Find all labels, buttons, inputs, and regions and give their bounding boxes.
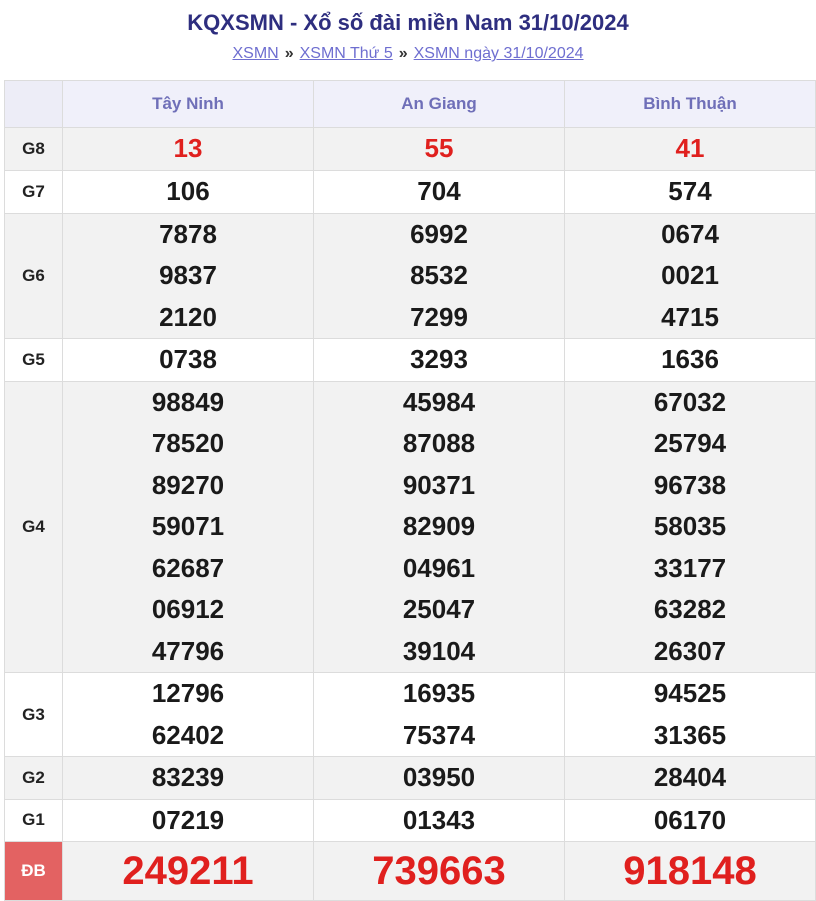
prize-number: 07219 — [151, 804, 225, 835]
prize-row-db — [5, 842, 816, 901]
prize-number: 26307 — [653, 635, 727, 666]
prize-number: 7878 — [159, 218, 217, 249]
province-header-binh-thuan: Bình Thuận — [565, 81, 816, 128]
prize-number: 01343 — [402, 804, 476, 835]
prize-cell-g2-province-1 — [314, 757, 565, 800]
prize-cell-db-province-0 — [63, 842, 314, 901]
prize-number: 0021 — [661, 260, 719, 290]
breadcrumb-link-xsmn-date[interactable]: XSMN ngày 31/10/2024 — [413, 45, 584, 62]
prize-cell-g8-province-2 — [565, 128, 816, 171]
prize-cell-g1-province-0 — [63, 799, 314, 842]
prize-number: 13 — [173, 133, 203, 164]
prize-number: 82909 — [402, 511, 476, 541]
prize-row-g4 — [5, 381, 816, 673]
prize-number: 62687 — [151, 552, 225, 583]
prize-label-g4: G4 — [5, 381, 63, 673]
breadcrumb-link-xsmn[interactable]: XSMN — [232, 45, 279, 62]
prize-number: 4715 — [661, 301, 719, 332]
prize-number: 03950 — [402, 762, 476, 792]
prize-cell-g7-province-0 — [63, 171, 314, 214]
prize-cell-g3-province-0 — [63, 673, 314, 757]
prize-number: 98849 — [151, 386, 225, 417]
prize-cell-g6-province-1 — [314, 213, 565, 339]
prize-cell-g2-province-0 — [63, 757, 314, 800]
prize-number: 58035 — [653, 511, 727, 541]
prize-number: 7299 — [410, 301, 468, 332]
breadcrumb-separator: » — [398, 45, 408, 62]
province-header-tay-ninh: Tây Ninh — [63, 81, 314, 128]
prize-label-g2: G2 — [5, 757, 63, 800]
prize-label-g5: G5 — [5, 339, 63, 382]
header-corner — [5, 81, 63, 128]
prize-row-g3 — [5, 673, 816, 757]
prize-number: 87088 — [402, 428, 476, 458]
prize-row-g1 — [5, 799, 816, 842]
prize-number: 31365 — [653, 719, 727, 750]
special-prize-number: 249211 — [122, 849, 254, 893]
prize-cell-g5-province-0 — [63, 339, 314, 382]
prize-label-g8: G8 — [5, 128, 63, 171]
prize-cell-g8-province-0 — [63, 128, 314, 171]
prize-number: 2120 — [159, 301, 217, 332]
prize-number: 3293 — [410, 344, 468, 374]
prize-row-g6 — [5, 213, 816, 339]
prize-label-g3: G3 — [5, 673, 63, 757]
prize-number: 574 — [668, 176, 712, 206]
prize-cell-g8-province-1 — [314, 128, 565, 171]
prize-number: 33177 — [653, 552, 727, 583]
prize-cell-g4-province-0 — [63, 381, 314, 673]
prize-number: 06170 — [653, 804, 727, 835]
page-header — [0, 0, 816, 80]
prize-number: 45984 — [402, 386, 476, 417]
prize-label-g1: G1 — [5, 799, 63, 842]
breadcrumb — [0, 43, 816, 65]
prize-number: 75374 — [402, 719, 476, 750]
prize-number: 78520 — [151, 428, 225, 458]
prize-number: 04961 — [402, 552, 476, 583]
prize-number: 83239 — [151, 762, 225, 792]
prize-number: 90371 — [402, 469, 476, 500]
prize-number: 16935 — [402, 678, 476, 708]
page-title: KQXSMN - Xổ số đài miền Nam 31/10/2024 — [187, 10, 629, 35]
prize-number: 25047 — [402, 594, 476, 624]
prize-number: 28404 — [653, 762, 727, 792]
prize-cell-g5-province-2 — [565, 339, 816, 382]
prize-number: 47796 — [151, 635, 225, 666]
prize-number: 39104 — [402, 635, 476, 666]
prize-number: 55 — [424, 133, 454, 164]
prize-number: 41 — [675, 133, 705, 164]
prize-row-g7 — [5, 171, 816, 214]
prize-label-db: ĐB — [5, 842, 63, 901]
prize-cell-g1-province-2 — [565, 799, 816, 842]
prize-number: 89270 — [151, 469, 225, 500]
results-table — [4, 80, 816, 901]
prize-number: 0738 — [159, 344, 217, 374]
prize-number: 94525 — [653, 678, 727, 708]
prize-cell-db-province-2 — [565, 842, 816, 901]
prize-cell-g5-province-1 — [314, 339, 565, 382]
special-prize-number: 918148 — [623, 849, 757, 893]
prize-number: 8532 — [410, 260, 468, 290]
prize-row-g5 — [5, 339, 816, 382]
prize-row-g2 — [5, 757, 816, 800]
prize-cell-g6-province-0 — [63, 213, 314, 339]
prize-cell-g6-province-2 — [565, 213, 816, 339]
breadcrumb-link-xsmn-thu5[interactable]: XSMN Thứ 5 — [299, 45, 393, 62]
prize-cell-g4-province-1 — [314, 381, 565, 673]
prize-number: 59071 — [151, 511, 225, 541]
prize-number: 06912 — [151, 594, 225, 624]
prize-cell-g3-province-1 — [314, 673, 565, 757]
province-header-an-giang: An Giang — [314, 81, 565, 128]
prize-number: 9837 — [159, 260, 217, 290]
prize-number: 106 — [166, 176, 210, 206]
prize-number: 25794 — [653, 428, 727, 458]
prize-number: 1636 — [661, 344, 719, 374]
prize-label-g7: G7 — [5, 171, 63, 214]
prize-label-g6: G6 — [5, 213, 63, 339]
prize-number: 62402 — [151, 719, 225, 750]
prize-number: 12796 — [151, 678, 225, 708]
prize-number: 67032 — [653, 386, 727, 417]
breadcrumb-separator: » — [284, 45, 294, 62]
prize-cell-g4-province-2 — [565, 381, 816, 673]
prize-number: 704 — [417, 176, 461, 206]
prize-row-g8 — [5, 128, 816, 171]
prize-cell-g2-province-2 — [565, 757, 816, 800]
prize-cell-g7-province-1 — [314, 171, 565, 214]
special-prize-number: 739663 — [372, 849, 506, 893]
prize-number: 63282 — [653, 594, 727, 624]
prize-cell-g3-province-2 — [565, 673, 816, 757]
prize-cell-db-province-1 — [314, 842, 565, 901]
prize-cell-g1-province-1 — [314, 799, 565, 842]
province-header-row — [5, 81, 816, 128]
prize-number: 0674 — [661, 218, 719, 249]
prize-number: 6992 — [410, 218, 468, 249]
prize-cell-g7-province-2 — [565, 171, 816, 214]
prize-number: 96738 — [653, 469, 727, 500]
